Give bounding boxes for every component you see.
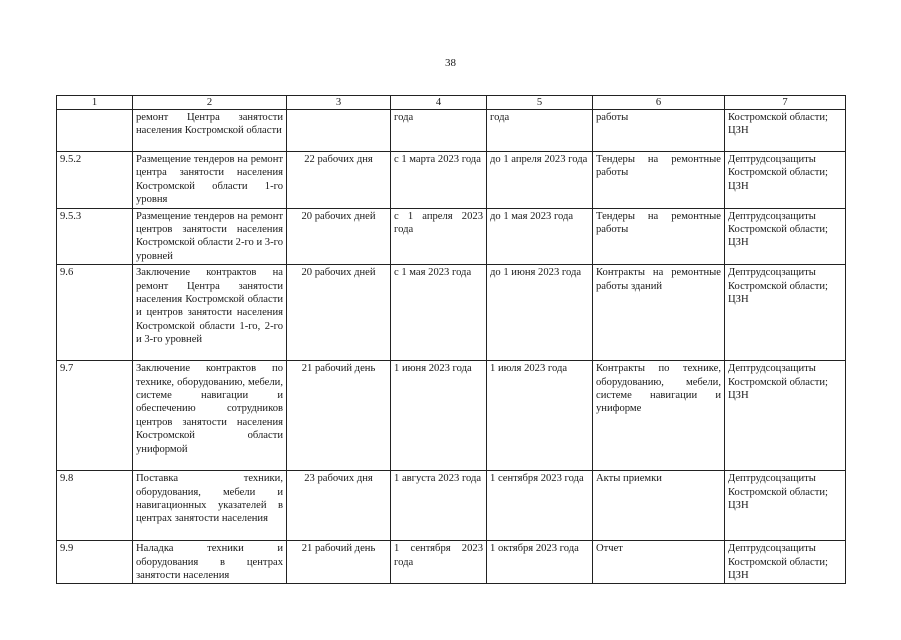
table-row bbox=[57, 471, 846, 541]
table-row bbox=[57, 152, 846, 209]
task-start: с 1 мая 2023 года bbox=[391, 265, 487, 361]
task-result: Тендеры на ремонтные работы bbox=[593, 152, 725, 209]
task-name: Размещение тендеров на ремонт центров занятости населения Костромской области 2-го и 3-го уровней bbox=[133, 208, 287, 265]
task-start: года bbox=[391, 110, 487, 152]
task-result: Контракты на ремонтные работы зданий bbox=[593, 265, 725, 361]
table-row bbox=[57, 361, 846, 471]
task-duration: 20 рабочих дней bbox=[287, 208, 391, 265]
table-header-row bbox=[57, 96, 846, 110]
column-header: 7 bbox=[725, 96, 846, 110]
row-number: 9.5.3 bbox=[57, 208, 133, 265]
task-end: года bbox=[487, 110, 593, 152]
task-start: с 1 марта 2023 года bbox=[391, 152, 487, 209]
row-number: 9.5.2 bbox=[57, 152, 133, 209]
column-header: 4 bbox=[391, 96, 487, 110]
task-end: 1 сентября 2023 года bbox=[487, 471, 593, 541]
task-start: 1 сентября 2023 года bbox=[391, 541, 487, 584]
task-duration: 23 рабочих дня bbox=[287, 471, 391, 541]
row-number: 9.8 bbox=[57, 471, 133, 541]
task-result: работы bbox=[593, 110, 725, 152]
task-end: до 1 мая 2023 года bbox=[487, 208, 593, 265]
row-number: 9.9 bbox=[57, 541, 133, 584]
task-result: Тендеры на ремонтные работы bbox=[593, 208, 725, 265]
task-end: 1 октября 2023 года bbox=[487, 541, 593, 584]
task-responsible: Дептрудсоцзащиты Костромской области; ЦЗН bbox=[725, 471, 846, 541]
row-number: 9.6 bbox=[57, 265, 133, 361]
task-end: 1 июля 2023 года bbox=[487, 361, 593, 471]
task-name: ремонт Центра занятости населения Костромской области bbox=[133, 110, 287, 152]
task-result: Акты приемки bbox=[593, 471, 725, 541]
plan-table bbox=[56, 95, 846, 584]
task-name: Поставка техники, оборудования, мебели и навигационных указателей в центрах занятости населения bbox=[133, 471, 287, 541]
task-result: Контракты по технике, оборудованию, мебели, системе навигации и униформе bbox=[593, 361, 725, 471]
column-header: 3 bbox=[287, 96, 391, 110]
column-header: 5 bbox=[487, 96, 593, 110]
column-header: 6 bbox=[593, 96, 725, 110]
task-duration bbox=[287, 110, 391, 152]
task-name: Заключение контрактов на ремонт Центра занятости населения Костромской области и центров занятости населения Костромской области 1-го, 2-го и 3-го уровней bbox=[133, 265, 287, 361]
task-start: 1 июня 2023 года bbox=[391, 361, 487, 471]
task-result: Отчет bbox=[593, 541, 725, 584]
task-duration: 22 рабочих дня bbox=[287, 152, 391, 209]
task-end: до 1 июня 2023 года bbox=[487, 265, 593, 361]
table-row bbox=[57, 541, 846, 584]
page-number: 38 bbox=[445, 57, 456, 69]
task-duration: 21 рабочий день bbox=[287, 361, 391, 471]
task-responsible: Дептрудсоцзащиты Костромской области; ЦЗН bbox=[725, 541, 846, 584]
column-header: 2 bbox=[133, 96, 287, 110]
table-row bbox=[57, 208, 846, 265]
table-row bbox=[57, 110, 846, 152]
table-row bbox=[57, 265, 846, 361]
row-number: 9.7 bbox=[57, 361, 133, 471]
task-responsible: Дептрудсоцзащиты Костромской области; ЦЗН bbox=[725, 152, 846, 209]
task-responsible: Костромской области; ЦЗН bbox=[725, 110, 846, 152]
task-name: Заключение контрактов по технике, оборудованию, мебели, системе навигации и обеспечению сотрудников центров занятости населения Костромской области униформой bbox=[133, 361, 287, 471]
task-responsible: Дептрудсоцзащиты Костромской области; ЦЗН bbox=[725, 265, 846, 361]
task-start: с 1 апреля 2023 года bbox=[391, 208, 487, 265]
task-duration: 20 рабочих дней bbox=[287, 265, 391, 361]
task-responsible: Дептрудсоцзащиты Костромской области; ЦЗН bbox=[725, 361, 846, 471]
task-name: Размещение тендеров на ремонт центра занятости населения Костромской области 1-го уровня bbox=[133, 152, 287, 209]
column-header: 1 bbox=[57, 96, 133, 110]
task-responsible: Дептрудсоцзащиты Костромской области; ЦЗН bbox=[725, 208, 846, 265]
task-duration: 21 рабочий день bbox=[287, 541, 391, 584]
task-name: Наладка техники и оборудования в центрах занятости населения bbox=[133, 541, 287, 584]
row-number bbox=[57, 110, 133, 152]
task-start: 1 августа 2023 года bbox=[391, 471, 487, 541]
task-end: до 1 апреля 2023 года bbox=[487, 152, 593, 209]
